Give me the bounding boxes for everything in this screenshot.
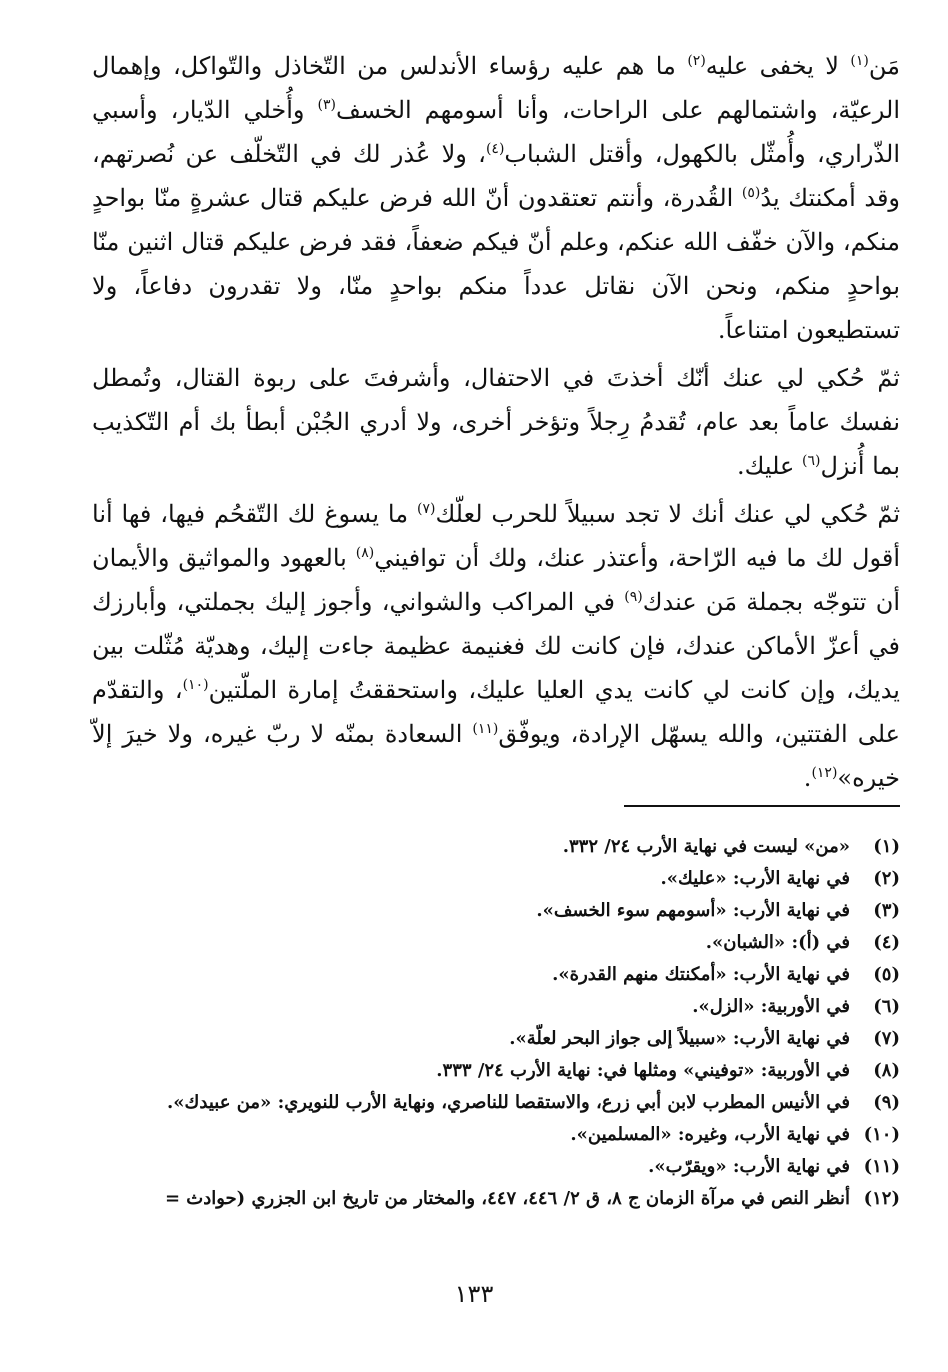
footnote-item: [80, 1183, 900, 1215]
footnote-text: في نهاية الأرب، وغيره: «المسلمين».: [570, 1124, 850, 1145]
footnote-text: في (أ): «الشبان».: [705, 932, 850, 953]
footnote-text: في نهاية الأرب: «أمكنتك منهم القدرة».: [552, 964, 850, 985]
main-text: [92, 44, 900, 800]
footnote-text: في نهاية الأرب: «سبيلاً إلى جواز البحر لعلّة».: [509, 1028, 850, 1049]
text-run: وأُخلي الدّيار، وأسبي الذّراري، وأُمثّل بالكهول، وأقتل الشباب: [92, 96, 900, 168]
footnote-text: في نهاية الأرب: «عليك».: [660, 868, 850, 889]
text-run: عليك.: [737, 452, 802, 480]
footnote-number: (٧): [873, 1028, 900, 1049]
footnote-number: (٢): [873, 868, 900, 889]
footnote-item: [80, 991, 900, 1023]
footnote-ref[interactable]: (١٢): [811, 765, 838, 781]
footnote-number: (٥): [873, 964, 900, 985]
text-run: في المراكب والشواني، وأجوز إليك بجملتي، وأبارزك في أعزّ الأماكن عندك، فإن كانت لك فغنيمة عظيمة جاءت إليك، وهديّة مُثّلت بين يديك، وإن كانت لي كانت يدي العليا عليك، واستحققتُ إمارة الملّتين: [92, 588, 900, 704]
text-run: ، والتقدّم على الفتتين، والله يسهّل الإرادة، ويوفّق: [92, 676, 900, 748]
footnote-ref[interactable]: (٢): [687, 53, 706, 69]
text-run: .: [803, 764, 812, 792]
footnote-number: (١): [873, 836, 900, 857]
paragraph-2: [92, 356, 900, 488]
footnote-ref[interactable]: (١٠): [182, 677, 209, 693]
footnote-number: (٤): [873, 932, 900, 953]
footnote-item: [80, 1151, 900, 1183]
footnote-item: [80, 895, 900, 927]
footnote-item: [80, 1087, 900, 1119]
footnote-ref[interactable]: (٦): [802, 453, 821, 469]
footnote-text: في الأنيس المطرب لابن أبي زرع، والاستقصا للناصري، ونهاية الأرب للنويري: «من عبيدك».: [167, 1092, 850, 1113]
footnote-ref[interactable]: (١١): [472, 721, 499, 737]
text-run: ، ولا عُذر لك في التّخلّف عن نُصرتهم، وقد أمكنتك يدُ: [92, 140, 901, 212]
footnote-text: في نهاية الأرب: «أسومهم سوء الخسف».: [536, 900, 850, 921]
footnote-item: [80, 927, 900, 959]
footnote-number: (١٢): [863, 1188, 900, 1209]
paragraph-3: [92, 492, 900, 800]
text-run: القُدرة، وأنتم تعتقدون أنّ الله فرض عليكم قتال عشرةٍ منّا بواحدٍ منكم، والآن خفّف الله عنكم، وعلم أنّ فيكم ضعفاً، فقد فرض عليكم قتال اثنين منّا بواحدٍ منكم، ونحن الآن نقاتل عدداً منكم بواحدٍ منّا، ولا تقدرون دفاعاً، ولا تستطيعون امتناعاً.: [92, 184, 900, 344]
text-run: لا يخفى عليه: [705, 52, 851, 80]
footnote-number: (٨): [873, 1060, 900, 1081]
text-run: مَن: [868, 52, 900, 80]
footnote-text: في نهاية الأرب: «ويقرّب».: [648, 1156, 850, 1177]
footnote-ref[interactable]: (٩): [624, 589, 643, 605]
paragraph-1: [92, 44, 900, 352]
text-run: ما يسوغ لك التّقحُم فيها، فها أنا أقول لك ما فيه الرّاحة، وأعتذر عنك، ولك أن توافيني: [92, 500, 901, 572]
footnote-text: في الأوربية: «الزل».: [692, 996, 850, 1017]
footnote-ref[interactable]: (٥): [741, 185, 761, 201]
text-run: بالعهود والمواثيق والأيمان أن تتوجّه بجملة مَن عندك: [92, 544, 900, 616]
footnote-ref[interactable]: (٨): [355, 545, 375, 561]
footnote-divider: [624, 805, 900, 807]
footnote-ref[interactable]: (٧): [416, 501, 436, 517]
footnote-number: (٦): [873, 996, 900, 1017]
footnote-item: [80, 1119, 900, 1151]
footnote-ref[interactable]: (١): [850, 53, 869, 69]
footnote-number: (١٠): [863, 1124, 900, 1145]
text-run: ثمّ حُكي لي عنك أنّك أخذتَ في الاحتفال، وأشرفتَ على ربوة القتال، وتُمطل نفسك عاماً بعد عام، تُقدمُ رِجلاً وتؤخر أخرى، ولا أدري الجُبْن أبطأ بك أم التّكذيب بما أُنزل: [92, 364, 900, 480]
text-run: ما هم عليه رؤساء الأندلس من التّخاذل والتّواكل، وإهمال الرعيّة، واشتمالهم على الراحات، وأنا أسومهم الخسف: [92, 52, 901, 124]
footnote-number: (٣): [873, 900, 900, 921]
page-number: ١٣٣: [454, 1280, 494, 1308]
footnote-ref[interactable]: (٣): [317, 97, 336, 113]
footnote-item: [80, 863, 900, 895]
footnote-number: (١١): [863, 1156, 900, 1177]
footnotes: [80, 831, 900, 1215]
footnote-item: [80, 1055, 900, 1087]
footnote-item: [80, 959, 900, 991]
footnote-item: [80, 831, 900, 863]
footnote-text: في الأوربية: «توفيني» ومثلها في: نهاية الأرب ٢٤/ ٣٣٣.: [436, 1060, 850, 1081]
text-run: ثمّ حُكي لي عنك أنك لا تجد سبيلاً للحرب لعلّك: [435, 500, 900, 528]
footnote-item: [80, 1023, 900, 1055]
footnote-ref[interactable]: (٤): [485, 141, 505, 157]
footnote-text: «من» ليست في نهاية الأرب ٢٤/ ٣٣٢.: [562, 836, 850, 857]
text-run: السعادة بمنّه لا ربّ غيره، ولا خيرَ إلاّ خيره»: [92, 720, 900, 792]
footnote-number: (٩): [873, 1092, 900, 1113]
footnote-text: أنظر النص في مرآة الزمان ج ٨، ق ٢/ ٤٤٦، ٤٤٧، والمختار من تاريخ ابن الجزري (حوادث =: [164, 1188, 850, 1209]
